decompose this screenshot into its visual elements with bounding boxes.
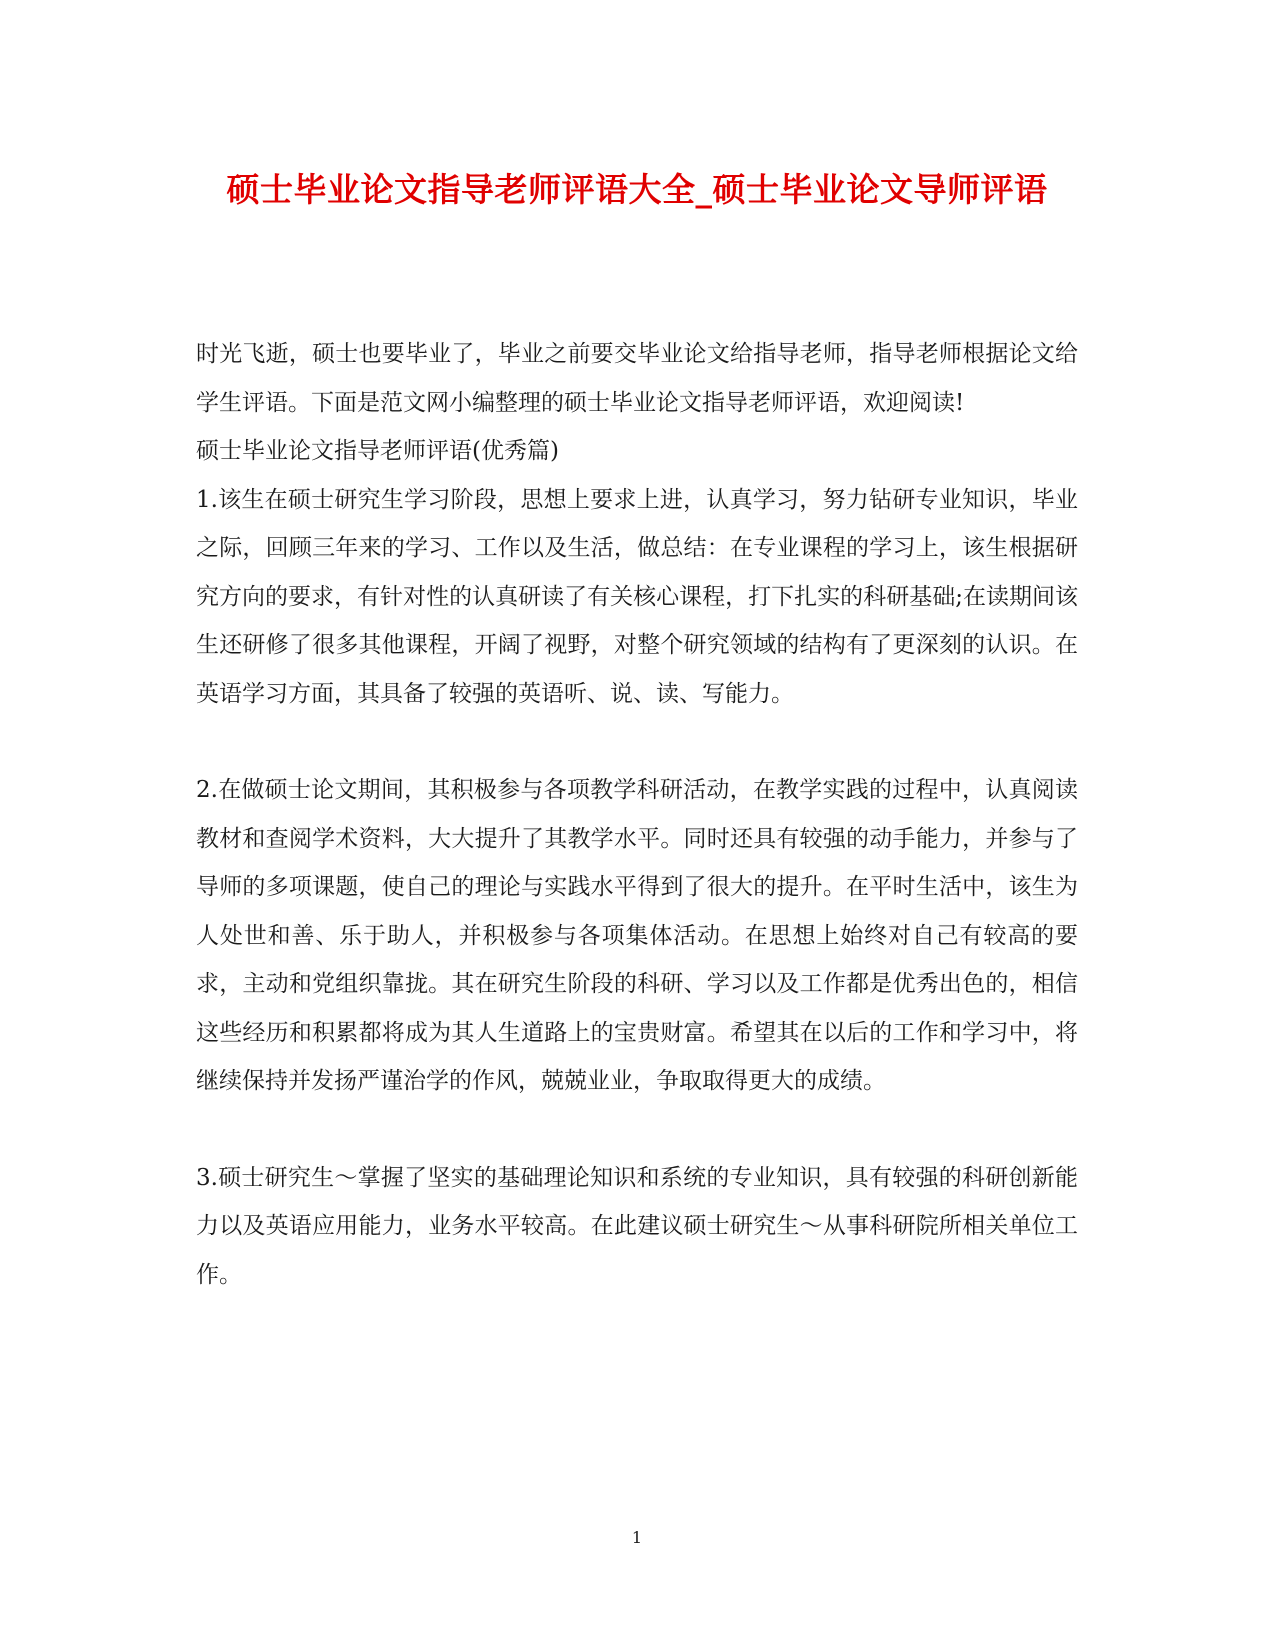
page-number: 1	[631, 1528, 643, 1547]
comment-paragraph-1: 1.该生在硕士研究生学习阶段，思想上要求上进，认真学习，努力钻研专业知识，毕业之际，回顾三年来的学习、工作以及生活，做总结：在专业课程的学习上，该生根据研究方向的要求，有针对性的认真研读了有关核心课程，打下扎实的科研基础;在读期间该生还研修了很多其他课程，开阔了视野，对整个研究领域的结构有了更深刻的认识。在英语学习方面，其具备了较强的英语听、说、读、写能力。	[196, 486, 1078, 707]
section-heading: 硕士毕业论文指导老师评语(优秀篇)	[196, 438, 559, 464]
document-body	[196, 330, 1078, 1299]
intro-paragraph: 时光飞逝，硕士也要毕业了，毕业之前要交毕业论文给指导老师，指导老师根据论文给学生评语。下面是范文网小编整理的硕士毕业论文指导老师评语，欢迎阅读!	[196, 341, 1078, 416]
comment-paragraph-3: 3.硕士研究生～掌握了坚实的基础理论知识和系统的专业知识，具有较强的科研创新能力以及英语应用能力，业务水平较高。在此建议硕士研究生～从事科研院所相关单位工作。	[196, 1164, 1078, 1288]
document-title: 硕士毕业论文指导老师评语大全_硕士毕业论文导师评语	[226, 170, 1048, 209]
comment-paragraph-2: 2.在做硕士论文期间，其积极参与各项教学科研活动，在教学实践的过程中，认真阅读教材和查阅学术资料，大大提升了其教学水平。同时还具有较强的动手能力，并参与了导师的多项课题，使自己的理论与实践水平得到了很大的提升。在平时生活中，该生为人处世和善、乐于助人，并积极参与各项集体活动。在思想上始终对自己有较高的要求，主动和党组织靠拢。其在研究生阶段的科研、学习以及工作都是优秀出色的，相信这些经历和积累都将成为其人生道路上的宝贵财富。希望其在以后的工作和学习中，将继续保持并发扬严谨治学的作风，兢兢业业，争取取得更大的成绩。	[196, 777, 1078, 1094]
